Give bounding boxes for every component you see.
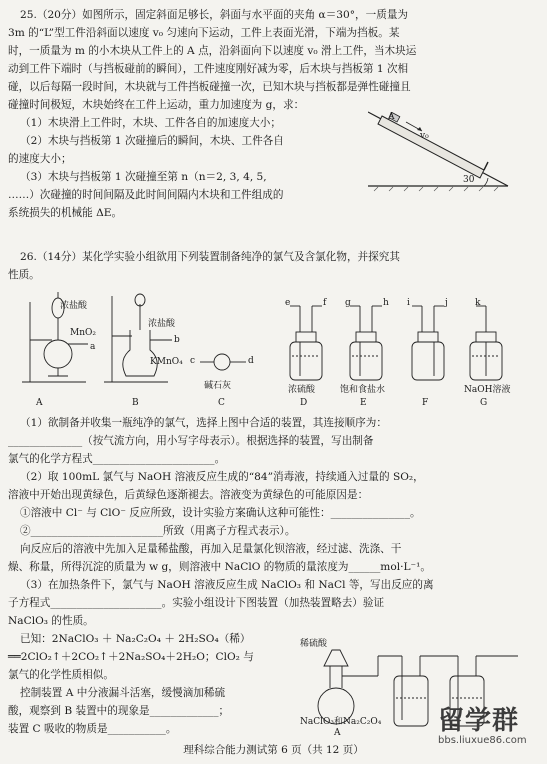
block-label: A [388, 112, 395, 122]
a-reagent-2: MnO₂ [70, 328, 96, 338]
q26-intro-2: 性质。 [8, 269, 40, 281]
a-reagent-1: 浓盐酸 [60, 301, 88, 311]
e-reagent: 饱和食盐水 [340, 385, 386, 395]
e-port-g: g [345, 298, 351, 308]
f-port-i: i [407, 298, 410, 308]
q26-body-9: 燥、称量，所得沉淀的质量为 w g，则溶液中 NaClO 的物质的量浓度为______mol·L⁻¹。 [8, 561, 431, 573]
q26-body-7: ②_________________________所致（用离子方程式表示）。 [20, 525, 296, 537]
q25-line-1: 25.（20分）如图所示，固定斜面足够长，斜面与水平面的夹角 α＝30°，一质量为 [20, 9, 409, 21]
c-port-d: d [248, 356, 254, 366]
q25-line-5: 碰，以后每隔一段时间，木块就与工件挡板碰撞一次，已知木块与挡板都是弹性碰撞且 [8, 81, 411, 93]
q26-intro-1: 26.（14分）某化学实验小组欲用下列装置制备纯净的氯气及含氯化物，并探究其 [20, 251, 400, 263]
q25-sub-1: （1）木块滑上工件时，木块、工件各自的加速度大小； [20, 117, 281, 129]
label-G: G [480, 398, 488, 408]
d-reagent: 浓硫酸 [288, 385, 316, 395]
incline-figure [368, 110, 518, 194]
b-reagent-1: 浓盐酸 [148, 319, 176, 329]
q26-body-3: 氯气的化学方程式_______________________。 [8, 453, 226, 465]
e-port-h: h [383, 298, 389, 308]
q26-body-4: （2）取 100mL 氯气与 NaOH 溶液反应生成的“84”消毒液，持续通入过量的 SO₂， [20, 471, 424, 483]
fig2-acid-label: 稀硫酸 [300, 639, 328, 649]
label-D: D [300, 398, 308, 408]
c-reagent: 碱石灰 [204, 381, 232, 391]
d-port-e: e [285, 298, 291, 308]
watermark-url: bbs.liuxue86.com [438, 735, 527, 746]
fig2-flask-label: NaClO₃和Na₂C₂O₄ [300, 717, 382, 727]
q26-tail-5: 酸，观察到 B 装置中的现象是_____________； [8, 705, 230, 717]
q26-body-5: 溶液中开始出现黄绿色，后黄绿色逐渐褪去。溶液变为黄绿色的可能原因是： [8, 489, 369, 501]
f-port-j: j [445, 298, 448, 308]
g-reagent: NaOH溶液 [464, 385, 511, 395]
q26-tail-2: ══2ClO₂↑＋2CO₂↑＋2Na₂SO₄＋2H₂O；ClO₂ 与 [8, 651, 254, 663]
q25-sub-3b: ……）次碰撞的时间间隔及此时间间隔内木块和工件组成的 [8, 189, 284, 201]
label-B: B [132, 398, 139, 408]
q26-tail-1: 已知：2NaClO₃ ＋ Na₂C₂O₄ ＋ 2H₂SO₄（稀） [20, 633, 251, 645]
q26-body-1: （1）欲制备并收集一瓶纯净的氯气，选择上图中合适的装置，其连接顺序为： [20, 417, 387, 429]
label-C: C [218, 398, 225, 408]
label-E: E [360, 398, 367, 408]
q26-tail-3: 氯气的化学性质相似。 [8, 669, 114, 681]
velocity-label: v₀ [420, 131, 429, 141]
apparatus-figure [8, 290, 538, 396]
q25-line-4: 动到工件下端时（与挡板碰前的瞬间），工件速度刚好减为零，后木块与挡板第 1 次相 [8, 63, 409, 75]
q26-tail-6: 装置 C 吸收的物质是___________。 [8, 723, 177, 735]
fig2-A-label: A [334, 728, 341, 738]
b-port: b [174, 335, 180, 345]
a-port: a [90, 342, 96, 352]
angle-label: 30 [463, 175, 475, 185]
q25-sub-3: （3）木块与挡板第 1 次碰撞至第 n（n＝2, 3, 4, 5, [20, 171, 267, 183]
q25-sub-3c: 系统损失的机械能 ΔE。 [8, 207, 123, 219]
c-port-c: c [190, 356, 196, 366]
label-F: F [422, 398, 429, 408]
q25-sub-2b: 的速度大小； [8, 153, 72, 165]
watermark-title: 留学群 [438, 706, 520, 736]
q26-body-11: 子方程式_____________________。实验小组设计下图装置（加热装置略去）验证 [8, 597, 385, 609]
q26-tail-4: 控制装置 A 中分液漏斗活塞，缓慢滴加稀硫 [20, 687, 226, 699]
q26-body-6: ①溶液中 Cl⁻ 与 ClO⁻ 反应所致，设计实验方案确认这种可能性：_______________。 [20, 507, 421, 519]
q26-body-8: 向反应后的溶液中先加入足量稀盐酸，再加入足量氯化钡溶液，经过滤、洗涤、干 [20, 543, 402, 555]
q25-line-6: 碰撞时间极短，木块始终在工件上运动，重力加速度为 g，求： [8, 99, 305, 111]
g-port-k: k [475, 298, 481, 308]
q25-line-2: 3m 的“L”型工件沿斜面以速度 v₀ 匀速向下运动，工件上表面光滑，下端为挡板。某 [8, 27, 400, 39]
d-port-f: f [323, 298, 327, 308]
page-footer: 理科综合能力测试第 6 页（共 12 页） [183, 744, 364, 756]
q26-body-12: NaClO₃ 的性质。 [8, 615, 94, 627]
q26-body-2: ______________（按气流方向，用小写字母表示）。根据选择的装置，写出制备 [8, 435, 374, 447]
q25-sub-2: （2）木块与挡板第 1 次碰撞后的瞬间，木块、工件各自 [20, 135, 284, 147]
q26-body-10: （3）在加热条件下，氯气与 NaOH 溶液反应生成 NaClO₃ 和 NaCl 等，写出反应的离 [20, 579, 434, 591]
b-reagent-2: KMnO₄ [150, 357, 183, 367]
label-A: A [36, 398, 43, 408]
q25-line-3: 时，一质量为 m 的小木块从工件上的 A 点，沿斜面向下以速度 v₀ 滑上工件，当木块运 [8, 45, 417, 57]
